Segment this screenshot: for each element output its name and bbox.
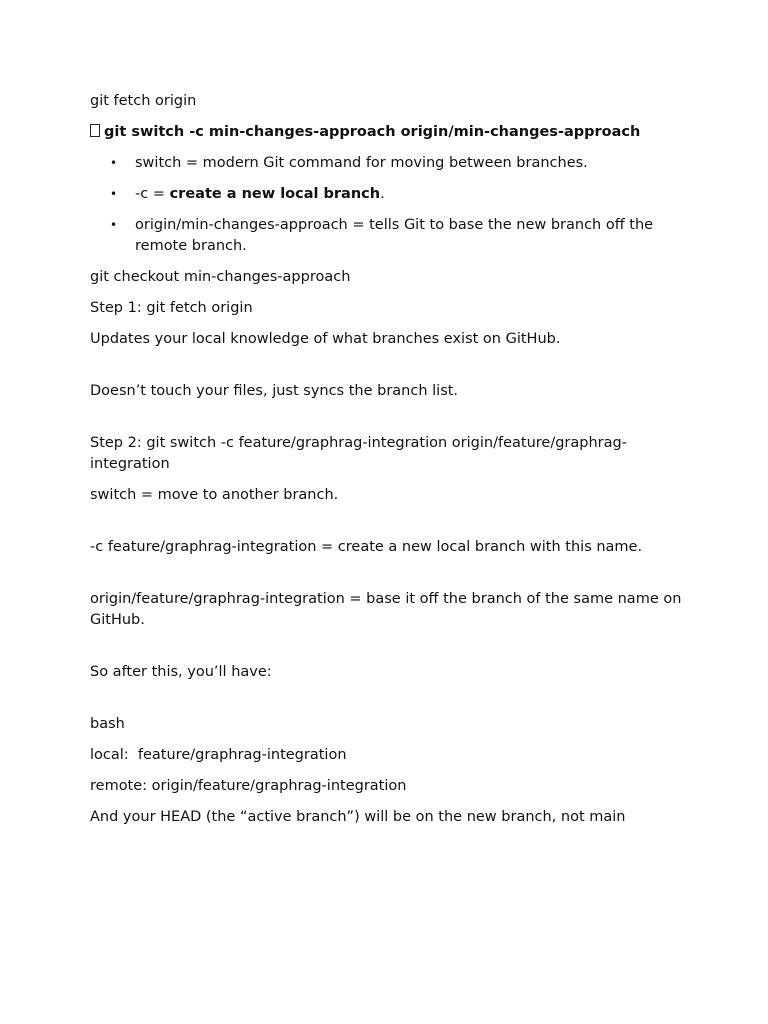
explanation-list xyxy=(90,153,690,257)
missing-glyph-icon xyxy=(90,124,100,137)
step-1-heading: Step 1: git fetch origin xyxy=(90,300,253,316)
head-note: And your HEAD (the “active branch”) will be on the new branch, not main xyxy=(90,809,626,825)
step-2-origin-explanation: origin/feature/graphrag-integration = base it off the branch of the same name on GitHub. xyxy=(90,591,682,628)
bullet-icon: • xyxy=(110,187,118,201)
list-item-text-prefix: -c = xyxy=(135,186,170,202)
list-item-text-bold: create a new local branch xyxy=(169,186,381,202)
step-1-note: Doesn’t touch your files, just syncs the branch list. xyxy=(90,383,459,399)
list-item xyxy=(90,184,690,205)
list-item-text: origin/min-changes-approach = tells Git to base the new branch off the remote branch. xyxy=(135,217,654,254)
list-item xyxy=(90,215,690,257)
switch-command-heading xyxy=(90,122,690,143)
remote-branch-line: remote: origin/feature/graphrag-integration xyxy=(90,778,407,794)
list-item-text-suffix: . xyxy=(380,186,385,202)
document-body xyxy=(90,91,690,838)
step-1-description: Updates your local knowledge of what branches exist on GitHub. xyxy=(90,331,561,347)
code-language-label: bash xyxy=(90,716,125,732)
bullet-icon: • xyxy=(110,156,118,170)
summary-intro: So after this, you’ll have: xyxy=(90,664,272,680)
step-2-flag-explanation: -c feature/graphrag-integration = create a new local branch with this name. xyxy=(90,539,643,555)
local-branch-line: local: feature/graphrag-integration xyxy=(90,747,347,763)
checkout-command-line: git checkout min-changes-approach xyxy=(90,269,351,285)
step-2-switch-explanation: switch = move to another branch. xyxy=(90,487,339,503)
bullet-icon: • xyxy=(110,218,118,232)
list-item xyxy=(90,153,690,174)
step-2-heading: Step 2: git switch -c feature/graphrag-integration origin/feature/graphrag-integration xyxy=(90,435,627,472)
fetch-command-line: git fetch origin xyxy=(90,93,197,109)
list-item-text: switch = modern Git command for moving between branches. xyxy=(135,155,588,171)
switch-command-text: git switch -c min-changes-approach origin/min-changes-approach xyxy=(104,124,641,140)
